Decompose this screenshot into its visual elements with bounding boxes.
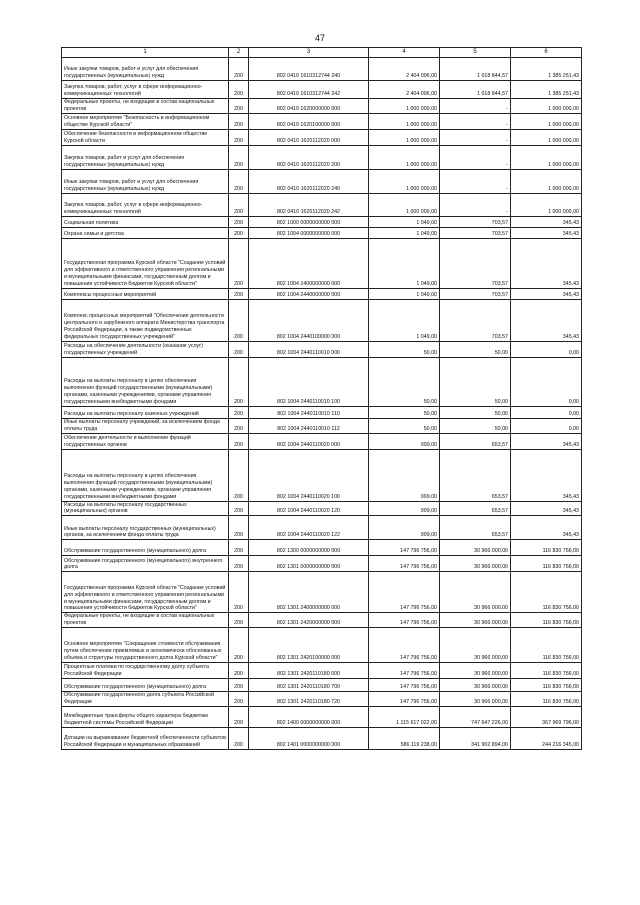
cell-amount-approved: 50,00 xyxy=(369,418,440,433)
cell-amount-executed: 30 966 000,00 xyxy=(440,679,511,692)
cell-amount-executed: - xyxy=(440,193,511,216)
cell-name: Обслуживание государственного долга субъекта Российской Федерации xyxy=(62,692,229,707)
cell-amount-approved: 999,00 xyxy=(369,449,440,501)
cell-amount-remaining: 345,43 xyxy=(511,238,582,288)
table-row xyxy=(62,129,582,145)
cell-amount-remaining: 345,43 xyxy=(511,433,582,449)
table-row xyxy=(62,216,582,227)
cell-amount-executed: 653,57 xyxy=(440,449,511,501)
cell-org-code: 200 xyxy=(229,572,249,613)
cell-name: Обслуживание государственного (муниципального) долга xyxy=(62,540,229,556)
cell-amount-executed: 703,57 xyxy=(440,216,511,227)
cell-amount-remaining: 345,43 xyxy=(511,216,582,227)
cell-amount-executed: 30 966 000,00 xyxy=(440,572,511,613)
cell-amount-approved: 1 049,00 xyxy=(369,299,440,341)
cell-amount-approved: 999,00 xyxy=(369,433,440,449)
cell-budget-code: 802 1301 2420000000 000 xyxy=(249,613,369,628)
cell-name: Государственная программа Курской области "Создание условий для эффективного и ответственного управления региональными и муниципальными финансами, государственным долгом и повышения устойчивости бюджетов Курской области" xyxy=(62,572,229,613)
cell-budget-code: 802 1004 0000000000 000 xyxy=(249,227,369,238)
table-row xyxy=(62,299,582,341)
cell-name: Расходы на выплаты персоналу в целях обеспечения выполнения функций государственными (муниципальными) органами, казенными учреждениями, органами управления государственными внебюджетными фондами xyxy=(62,449,229,501)
cell-name: Иные закупки товаров, работ и услуг для обеспечения государственных (муниципальных) нужд xyxy=(62,169,229,193)
cell-amount-remaining: 116 830 756,00 xyxy=(511,663,582,679)
cell-budget-code: 802 1301 2420110180 000 xyxy=(249,663,369,679)
cell-budget-code: 802 1004 2440110010 100 xyxy=(249,357,369,406)
cell-amount-executed: 30 966 000,00 xyxy=(440,692,511,707)
cell-amount-approved: 147 796 756,00 xyxy=(369,572,440,613)
cell-amount-executed: 30 966 000,00 xyxy=(440,540,511,556)
cell-amount-remaining: 116 830 756,00 xyxy=(511,613,582,628)
page-number: 47 xyxy=(314,33,325,43)
cell-org-code: 200 xyxy=(229,99,249,114)
cell-name: Социальная политика xyxy=(62,216,229,227)
cell-amount-executed: - xyxy=(440,169,511,193)
cell-org-code: 200 xyxy=(229,663,249,679)
cell-name: Закупка товаров, работ, услуг в сфере информационно-коммуникационных технологий xyxy=(62,81,229,99)
cell-name: Иные выплаты персоналу государственных (муниципальных) органов, за исключением фонда оплаты труда xyxy=(62,516,229,540)
cell-name: Комплекс процессных мероприятий "Обеспечение деятельности центрального и зарубежного аппарата Министерства транспорта Российской Федерации, а также подведомственных федеральных государственных учреждений" xyxy=(62,299,229,341)
cell-budget-code: 802 1004 2440110020 122 xyxy=(249,516,369,540)
cell-org-code: 200 xyxy=(229,516,249,540)
table-row xyxy=(62,501,582,516)
cell-org-code: 200 xyxy=(229,433,249,449)
cell-amount-executed: 653,57 xyxy=(440,516,511,540)
cell-amount-executed: 30 966 000,00 xyxy=(440,628,511,663)
cell-amount-executed: 30 966 000,00 xyxy=(440,663,511,679)
cell-amount-remaining: 1 000 000,00 xyxy=(511,169,582,193)
cell-org-code: 200 xyxy=(229,540,249,556)
cell-name: Межбюджетные трансферты общего характера бюджетам бюджетной системы Российской Федерации xyxy=(62,706,229,727)
cell-amount-approved: 999,00 xyxy=(369,516,440,540)
cell-org-code: 200 xyxy=(229,299,249,341)
cell-org-code: 200 xyxy=(229,357,249,406)
cell-amount-remaining: 345,43 xyxy=(511,449,582,501)
cell-amount-approved: 586 119 238,00 xyxy=(369,727,440,749)
cell-amount-executed: 30 966 000,00 xyxy=(440,613,511,628)
cell-name: Федеральные проекты, не входящие в состав национальных проектов xyxy=(62,99,229,114)
cell-name: Обеспечение безопасности в информационном обществе Курской области xyxy=(62,129,229,145)
cell-org-code: 200 xyxy=(229,113,249,129)
cell-amount-approved: 1 000 000,00 xyxy=(369,113,440,129)
cell-name: Комплексы процессных мероприятий xyxy=(62,288,229,299)
column-header: 2 xyxy=(229,48,249,58)
cell-name: Основное мероприятие "Сокращение стоимости обслуживания путем обеспечения приемлемых и экономически обоснованных объема и структуры государственного долга Курской области" xyxy=(62,628,229,663)
cell-amount-approved: 147 796 756,00 xyxy=(369,613,440,628)
cell-amount-remaining: 116 830 756,00 xyxy=(511,692,582,707)
cell-amount-executed: 1 018 844,57 xyxy=(440,81,511,99)
table-row xyxy=(62,406,582,418)
budget-table xyxy=(61,47,582,750)
cell-amount-approved: 147 796 756,00 xyxy=(369,679,440,692)
cell-amount-approved: 147 796 756,00 xyxy=(369,692,440,707)
cell-name: Основное мероприятие "Безопасность в информационном обществе Курской области" xyxy=(62,113,229,129)
cell-amount-approved: 1 000 000,00 xyxy=(369,99,440,114)
cell-amount-approved: 2 404 096,00 xyxy=(369,58,440,81)
cell-amount-remaining: 116 830 756,00 xyxy=(511,628,582,663)
cell-amount-approved: 147 796 756,00 xyxy=(369,556,440,572)
cell-amount-remaining: 1 385 251,43 xyxy=(511,58,582,81)
cell-amount-remaining: 244 216 345,00 xyxy=(511,727,582,749)
cell-name: Государственная программа Курской области "Создание условий для эффективного и ответственного управления региональными и муниципальными финансами, государственным долгом и повышения устойчивости бюджетов Курской области" xyxy=(62,238,229,288)
cell-amount-executed: - xyxy=(440,145,511,169)
cell-org-code: 200 xyxy=(229,449,249,501)
table-row xyxy=(62,169,582,193)
cell-amount-approved: 50,00 xyxy=(369,341,440,357)
column-header: 4 xyxy=(369,48,440,58)
cell-org-code: 200 xyxy=(229,679,249,692)
table-row xyxy=(62,572,582,613)
table-row xyxy=(62,288,582,299)
cell-name: Охрана семьи и детства xyxy=(62,227,229,238)
cell-budget-code: 802 1400 0000000000 000 xyxy=(249,706,369,727)
cell-org-code: 200 xyxy=(229,193,249,216)
table-row xyxy=(62,679,582,692)
cell-budget-code: 802 1004 2440100000 000 xyxy=(249,299,369,341)
cell-amount-executed: 50,00 xyxy=(440,341,511,357)
cell-amount-remaining: 345,43 xyxy=(511,288,582,299)
cell-name: Расходы на обеспечение деятельности (оказание услуг) государственных учреждений xyxy=(62,341,229,357)
cell-org-code: 200 xyxy=(229,216,249,227)
cell-amount-executed: 703,57 xyxy=(440,299,511,341)
cell-amount-approved: 1 000 000,00 xyxy=(369,145,440,169)
cell-name: Расходы на выплаты персоналу казенных учреждений xyxy=(62,406,229,418)
cell-org-code: 200 xyxy=(229,288,249,299)
cell-name: Иные выплаты персоналу учреждений, за исключением фонда оплаты труда xyxy=(62,418,229,433)
cell-amount-executed: 50,00 xyxy=(440,418,511,433)
cell-org-code: 200 xyxy=(229,58,249,81)
cell-amount-approved: 1 049,00 xyxy=(369,216,440,227)
cell-amount-remaining: 1 000 000,00 xyxy=(511,99,582,114)
header-row xyxy=(62,48,582,58)
column-header: 3 xyxy=(249,48,369,58)
table-row xyxy=(62,341,582,357)
cell-org-code: 200 xyxy=(229,692,249,707)
cell-amount-remaining: 116 830 756,00 xyxy=(511,572,582,613)
cell-amount-approved: 999,00 xyxy=(369,501,440,516)
cell-budget-code: 802 1004 2440110020 000 xyxy=(249,433,369,449)
cell-amount-approved: 1 000 000,00 xyxy=(369,129,440,145)
cell-amount-remaining: 1 000 000,00 xyxy=(511,113,582,129)
cell-amount-approved: 50,00 xyxy=(369,357,440,406)
cell-amount-remaining: 116 830 756,00 xyxy=(511,540,582,556)
cell-amount-executed: - xyxy=(440,129,511,145)
table-row xyxy=(62,227,582,238)
cell-org-code: 200 xyxy=(229,418,249,433)
cell-name: Обеспечение деятельности и выполнение функций государственных органов xyxy=(62,433,229,449)
cell-budget-code: 802 0410 1610312744 242 xyxy=(249,81,369,99)
table-row xyxy=(62,433,582,449)
cell-name: Закупка товаров, работ, услуг в сфере информационно-коммуникационных технологий xyxy=(62,193,229,216)
table-row xyxy=(62,357,582,406)
cell-org-code: 200 xyxy=(229,81,249,99)
cell-amount-executed: - xyxy=(440,113,511,129)
column-header: 6 xyxy=(511,48,582,58)
cell-budget-code: 802 1004 2440110010 110 xyxy=(249,406,369,418)
table-row xyxy=(62,706,582,727)
cell-budget-code: 802 1004 2440110010 112 xyxy=(249,418,369,433)
cell-amount-remaining: 345,43 xyxy=(511,299,582,341)
cell-budget-code: 802 1000 0000000000 000 xyxy=(249,216,369,227)
table-row xyxy=(62,613,582,628)
cell-org-code: 200 xyxy=(229,706,249,727)
cell-amount-executed: 30 966 000,00 xyxy=(440,556,511,572)
cell-org-code: 200 xyxy=(229,227,249,238)
cell-amount-approved: 1 000 000,00 xyxy=(369,169,440,193)
cell-org-code: 200 xyxy=(229,613,249,628)
cell-name: Расходы на выплаты персоналу в целях обеспечения выполнения функций государственными (муниципальными) органами, казенными учреждениями, органами управления государственными внебюджетными фондами xyxy=(62,357,229,406)
budget-table-body xyxy=(62,48,582,750)
cell-budget-code: 802 1004 2440000000 000 xyxy=(249,288,369,299)
cell-amount-approved: 147 796 756,00 xyxy=(369,628,440,663)
cell-amount-remaining: 0,00 xyxy=(511,341,582,357)
table-row xyxy=(62,418,582,433)
column-header: 5 xyxy=(440,48,511,58)
cell-budget-code: 802 1300 0000000000 000 xyxy=(249,540,369,556)
cell-org-code: 200 xyxy=(229,556,249,572)
table-row xyxy=(62,628,582,663)
table-row xyxy=(62,193,582,216)
cell-amount-approved: 147 796 756,00 xyxy=(369,540,440,556)
cell-org-code: 200 xyxy=(229,341,249,357)
cell-amount-executed: 653,57 xyxy=(440,433,511,449)
table-row xyxy=(62,238,582,288)
cell-amount-executed: 703,57 xyxy=(440,288,511,299)
cell-name: Обслуживание государственного (муниципального) долга xyxy=(62,679,229,692)
cell-amount-remaining: 116 830 756,00 xyxy=(511,679,582,692)
cell-amount-remaining: 0,00 xyxy=(511,418,582,433)
cell-org-code: 200 xyxy=(229,628,249,663)
table-row xyxy=(62,540,582,556)
table-row xyxy=(62,113,582,129)
table-row xyxy=(62,727,582,749)
cell-budget-code: 802 1401 0000000000 000 xyxy=(249,727,369,749)
cell-amount-approved: 1 049,00 xyxy=(369,238,440,288)
cell-amount-executed: 703,57 xyxy=(440,238,511,288)
cell-amount-remaining: 345,43 xyxy=(511,516,582,540)
cell-amount-approved: 1 049,00 xyxy=(369,227,440,238)
cell-name: Процентные платежи по государственному долгу субъекта Российской Федерации xyxy=(62,663,229,679)
cell-budget-code: 802 0410 1610312744 240 xyxy=(249,58,369,81)
cell-amount-remaining: 345,43 xyxy=(511,501,582,516)
cell-amount-remaining: 367 969 796,00 xyxy=(511,706,582,727)
cell-amount-remaining: 1 385 251,43 xyxy=(511,81,582,99)
cell-amount-executed: 703,57 xyxy=(440,227,511,238)
cell-amount-approved: 1 000 000,00 xyxy=(369,193,440,216)
cell-amount-remaining: 1 000 000,00 xyxy=(511,129,582,145)
table-row xyxy=(62,692,582,707)
cell-budget-code: 802 0410 1620000000 000 xyxy=(249,99,369,114)
column-header: 1 xyxy=(62,48,229,58)
cell-name: Закупка товаров, работ и услуг для обеспечения государственных (муниципальных) нужд xyxy=(62,145,229,169)
cell-budget-code: 802 1004 2440110020 120 xyxy=(249,501,369,516)
cell-amount-executed: 50,00 xyxy=(440,357,511,406)
cell-org-code: 200 xyxy=(229,501,249,516)
table-row xyxy=(62,99,582,114)
cell-org-code: 200 xyxy=(229,145,249,169)
cell-amount-remaining: 1 000 000,00 xyxy=(511,193,582,216)
table-row xyxy=(62,663,582,679)
cell-budget-code: 802 0410 1620112020 242 xyxy=(249,193,369,216)
table-row xyxy=(62,449,582,501)
cell-amount-approved: 1 049,00 xyxy=(369,288,440,299)
table-row xyxy=(62,145,582,169)
cell-amount-remaining: 1 000 000,00 xyxy=(511,145,582,169)
cell-org-code: 200 xyxy=(229,727,249,749)
table-row xyxy=(62,58,582,81)
cell-org-code: 200 xyxy=(229,169,249,193)
cell-budget-code: 802 1301 2400000000 000 xyxy=(249,572,369,613)
cell-amount-executed: 747 647 226,00 xyxy=(440,706,511,727)
cell-budget-code: 802 1301 2420110180 700 xyxy=(249,679,369,692)
table-row xyxy=(62,556,582,572)
cell-amount-executed: 341 902 894,00 xyxy=(440,727,511,749)
table-row xyxy=(62,81,582,99)
cell-org-code: 200 xyxy=(229,129,249,145)
cell-budget-code: 802 0410 1620100000 000 xyxy=(249,113,369,129)
cell-name: Федеральные проекты, не входящие в состав национальных проектов xyxy=(62,613,229,628)
cell-amount-remaining: 0,00 xyxy=(511,357,582,406)
cell-budget-code: 802 1004 2440110020 100 xyxy=(249,449,369,501)
cell-amount-remaining: 116 830 756,00 xyxy=(511,556,582,572)
cell-name: Иные закупки товаров, работ и услуг для обеспечения государственных (муниципальных) нужд xyxy=(62,58,229,81)
cell-amount-remaining: 0,00 xyxy=(511,406,582,418)
cell-name: Расходы на выплаты персоналу государственных (муниципальных) органов xyxy=(62,501,229,516)
cell-budget-code: 802 0410 1620112020 000 xyxy=(249,129,369,145)
cell-budget-code: 802 1301 2420110180 720 xyxy=(249,692,369,707)
cell-name: Обслуживание государственного (муниципального) внутреннего долга xyxy=(62,556,229,572)
cell-budget-code: 802 1004 2400000000 000 xyxy=(249,238,369,288)
cell-budget-code: 802 0410 1620112020 200 xyxy=(249,145,369,169)
cell-amount-executed: 653,57 xyxy=(440,501,511,516)
cell-amount-approved: 1 115 617 022,00 xyxy=(369,706,440,727)
cell-budget-code: 802 1004 2440110010 000 xyxy=(249,341,369,357)
cell-amount-executed: 1 018 844,57 xyxy=(440,58,511,81)
cell-budget-code: 802 1301 2420100000 000 xyxy=(249,628,369,663)
cell-name: Дотации на выравнивание бюджетной обеспеченности субъектов Российской Федерации и муниципальных образований xyxy=(62,727,229,749)
cell-budget-code: 802 1301 0000000000 000 xyxy=(249,556,369,572)
cell-budget-code: 802 0410 1620112020 240 xyxy=(249,169,369,193)
table-row xyxy=(62,516,582,540)
cell-org-code: 200 xyxy=(229,238,249,288)
cell-amount-approved: 147 796 756,00 xyxy=(369,663,440,679)
cell-amount-executed: 50,00 xyxy=(440,406,511,418)
cell-amount-remaining: 345,43 xyxy=(511,227,582,238)
cell-amount-executed: - xyxy=(440,99,511,114)
cell-amount-approved: 2 404 096,00 xyxy=(369,81,440,99)
cell-amount-approved: 50,00 xyxy=(369,406,440,418)
cell-org-code: 200 xyxy=(229,406,249,418)
